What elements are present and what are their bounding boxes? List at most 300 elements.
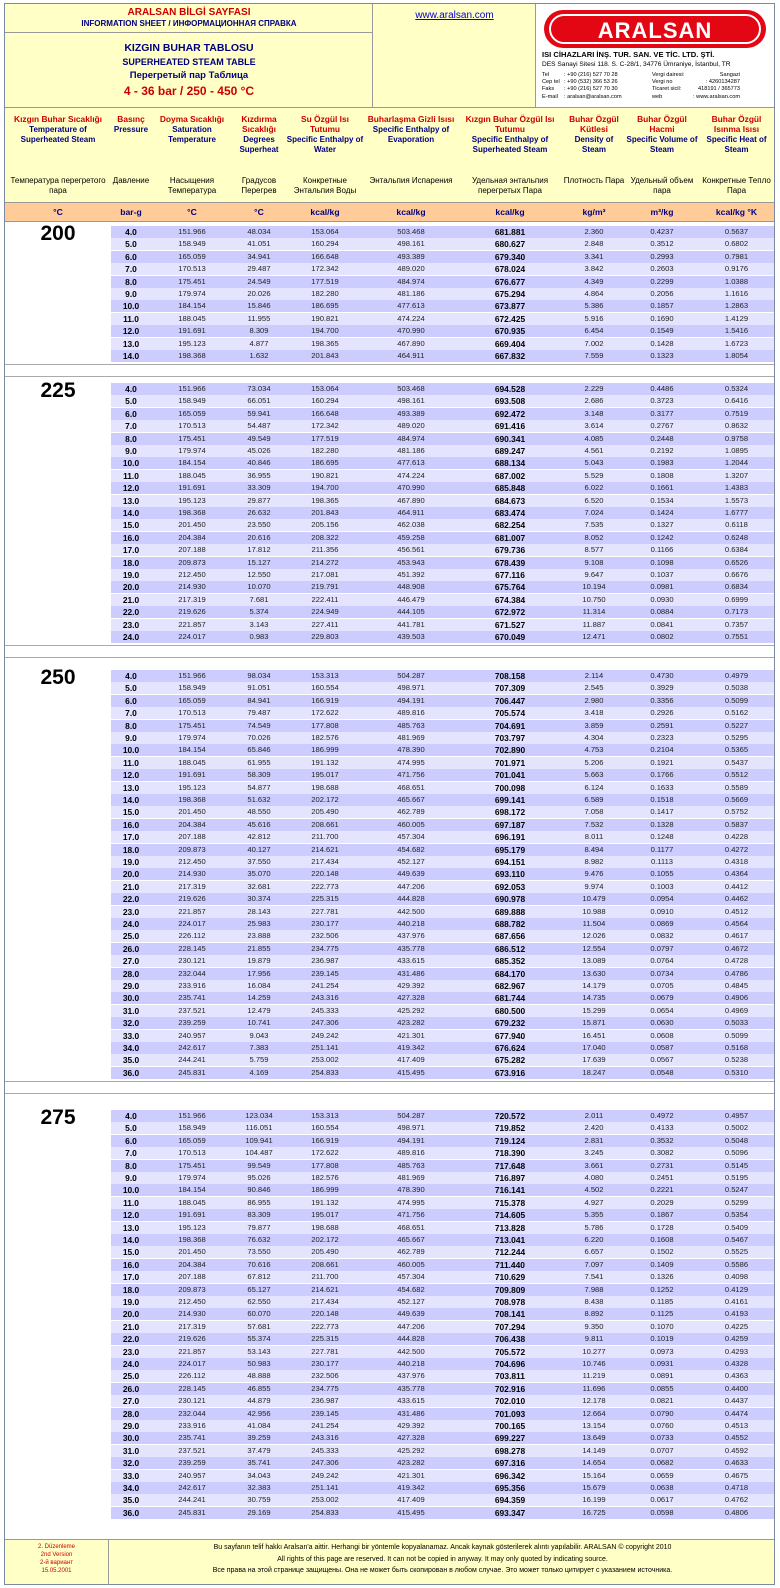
table-cell: 15.299 [582,1005,606,1015]
table-cell: 0.1661 [650,483,674,493]
table-cell: 67.812 [247,1272,271,1282]
table-cell: 2.545 [584,683,604,693]
table-cell: 7.0 [125,708,137,719]
table-cell: 0.2451 [650,1173,674,1182]
table-cell: 245.333 [311,1005,339,1015]
table-cell: 0.4225 [724,1321,749,1331]
table-row [111,1370,774,1382]
table-cell: 14.0 [122,795,140,805]
table-cell: 50.983 [247,1359,271,1368]
table-cell: 462.789 [397,807,425,817]
column-title-ru: Плотность Пара [563,176,625,185]
table-cell: 239.259 [178,1018,206,1028]
revision-ru: 2-й вариант [40,1560,73,1566]
column-title-ru: Давление [112,176,150,185]
table-cell: 228.145 [178,943,206,953]
table-cell: 11.0 [123,470,139,481]
table-cell: 0.4133 [650,1123,674,1133]
table-cell: 5.759 [249,1055,269,1065]
table-row [111,350,774,362]
table-cell: 425.292 [397,1005,425,1015]
table-cell: 481.969 [397,1173,425,1182]
table-cell: 708.141 [494,1309,526,1320]
table-cell: 235.741 [178,1433,206,1443]
table-row [111,482,774,494]
table-cell: 240.957 [178,1470,206,1480]
table-cell: 690.341 [494,433,526,444]
table-cell: 240.957 [178,1030,206,1040]
table-cell: 687.002 [494,470,526,481]
table-cell: 158.949 [178,396,206,406]
table-cell: 7.024 [584,508,604,517]
table-cell: 26.632 [247,508,271,517]
table-cell: 690.978 [494,894,526,905]
column-unit: °C [187,207,197,217]
table-cell: 0.1549 [650,326,674,336]
table-cell: 29.487 [247,264,271,274]
website-link[interactable]: www.aralsan.com [415,10,494,21]
table-cell: 6.220 [584,1235,604,1244]
table-row [111,1005,774,1017]
table-cell: 5.0 [125,1123,137,1134]
table-cell: 232.506 [311,1371,339,1381]
table-cell: 699.141 [494,795,526,805]
column-title-tr: Doyma Sıcaklığı [159,114,225,124]
table-cell: 70.026 [247,733,271,742]
table-cell: 706.447 [494,695,526,706]
table-cell: 237.521 [178,1005,206,1015]
table-cell: 10.750 [582,594,606,604]
table-cell: 7.559 [584,351,604,360]
table-cell: 7.383 [249,1043,269,1052]
table-cell: 204.384 [178,1259,206,1269]
table-cell: 698.172 [494,807,526,818]
table-cell: 0.2056 [650,289,674,298]
table-cell: 718.390 [494,1148,526,1159]
table-cell: 0.0760 [650,1421,674,1430]
table-cell: 0.4272 [724,844,749,854]
table-cell: 0.5365 [724,745,749,755]
table-cell: 172.622 [311,708,339,718]
table-cell: 0.4672 [724,943,749,953]
table-cell: 0.1409 [650,1259,674,1269]
table-cell: 190.821 [311,313,339,323]
table-cell: 74.549 [247,720,271,730]
table-cell: 8.982 [584,857,604,866]
table-cell: 704.691 [494,720,526,731]
contact-value: : aralsan@aralsan.com [564,93,622,100]
table-cell: 230.121 [178,1396,206,1406]
table-cell: 710.629 [494,1272,526,1283]
table-cell: 0.4259 [724,1334,749,1344]
table-cell: 191.691 [178,1210,206,1220]
table-cell: 20.616 [247,532,271,542]
table-row [111,1308,774,1320]
column-title-en: Specific Enthalpy of Superheated Steam [471,135,549,154]
table-cell: 0.0802 [650,632,674,641]
block-separator [5,364,774,377]
table-cell: 0.1248 [650,832,674,842]
table-row [111,300,774,312]
table-cell: 0.2731 [650,1160,674,1170]
table-row [111,338,774,350]
table-cell: 0.2591 [650,720,674,730]
contact-label-2: Vergi dairesi: [652,72,685,78]
column-title-tr: Kızgın Buhar Sıcaklığı [14,114,102,124]
table-cell: 165.059 [178,408,206,418]
column-unit: kcal/kg °K [715,207,758,217]
table-cell: 57.681 [247,1321,271,1331]
table-cell: 123.034 [245,1111,273,1120]
table-cell: 209.873 [178,844,206,854]
table-cell: 442.500 [397,906,425,916]
table-cell: 99.549 [247,1160,271,1170]
table-cell: 1.4383 [724,483,749,493]
table-cell: 224.949 [311,607,339,617]
table-cell: 481.186 [397,446,425,455]
table-cell: 60.070 [247,1309,271,1319]
table-cell: 6.124 [584,782,604,792]
table-cell: 9.0 [125,446,137,456]
table-cell: 243.316 [311,1433,339,1443]
column-title-tr: Buharlaşma Gizli Isısı [367,114,455,124]
table-cell: 221.857 [178,906,206,916]
column-title-en: Specific Heat of Steam [706,135,767,154]
table-cell: 0.0548 [650,1067,674,1077]
table-cell: 229.803 [311,632,339,641]
table-cell: 175.451 [178,1160,206,1170]
table-cell: 31.0 [122,1445,140,1456]
table-cell: 498.971 [397,1123,425,1133]
table-row [111,1296,774,1308]
table-cell: 684.170 [494,968,526,979]
column-title-ru: Конкретные Тепло Пара [702,176,771,195]
table-cell: 421.301 [397,1030,425,1040]
company-address: DES Sanayi Sitesi 118. S. C-28/1, 34776 Ümraniye, İstanbul, TR [542,61,731,68]
table-cell: 9.0 [125,1173,137,1183]
table-cell: 0.4786 [724,968,749,978]
table-cell: 1.0388 [724,276,749,286]
table-cell: 8.438 [584,1297,604,1306]
revision-tr: 2. Düzenleme [37,1544,76,1550]
table-row [111,707,774,719]
table-cell: 205.490 [311,1247,339,1257]
table-row [111,433,774,445]
website-panel [373,4,536,107]
temperature-block [5,1106,774,1519]
table-cell: 14.0 [122,351,140,361]
table-row [111,1408,774,1420]
table-cell: 0.0638 [650,1483,674,1492]
table-cell: 667.832 [494,351,526,361]
table-cell: 493.389 [397,408,425,418]
table-cell: 53.143 [247,1346,271,1356]
table-cell: 0.1055 [650,869,674,879]
table-row [111,1147,774,1159]
table-cell: 12.479 [247,1005,271,1015]
table-row [111,1445,774,1457]
table-cell: 226.112 [178,1371,206,1381]
table-cell: 440.218 [397,919,425,928]
table-cell: 669.404 [494,338,526,349]
column-title-tr: Buhar Özgül Hacmi [637,114,687,134]
table-cell: 0.4972 [650,1111,674,1120]
table-cell: 0.0884 [650,607,674,617]
table-cell: 22.0 [122,894,140,905]
table-cell: 9.0 [125,289,137,299]
table-cell: 670.935 [494,326,526,337]
table-cell: 175.451 [178,433,206,443]
table-cell: 4.877 [249,338,269,348]
table-cell: 0.1534 [650,495,674,505]
table-cell: 708.158 [494,671,526,681]
table-cell: 9.974 [584,881,604,891]
table-cell: 0.4328 [724,1359,749,1368]
table-cell: 13.089 [582,956,606,966]
table-cell: 11.955 [247,313,271,323]
table-cell: 32.681 [247,881,271,891]
table-cell: 233.916 [178,1421,206,1430]
table-cell: 84.941 [247,695,271,705]
table-cell: 681.881 [494,227,526,237]
table-row [111,844,774,856]
table-cell: 0.5589 [724,782,749,792]
table-row [111,594,774,606]
block-temperature: 250 [40,666,76,689]
table-cell: 0.1867 [650,1210,674,1220]
table-cell: 504.287 [397,671,425,680]
notice-tr: Bu sayfanın telif hakkı Aralsan'a aittir. Herhangi bir yöntemle kopyalanamaz. Ancak kaynak gösterilerek alıntı yapılabilir. ARALSAN © copyright 2010 [213,1544,672,1551]
table-row [111,288,774,300]
table-cell: 0.9758 [724,433,749,443]
table-cell: 194.700 [311,326,339,336]
table-cell: 708.978 [494,1297,526,1307]
table-cell: 4.0 [125,671,137,681]
table-cell: 1.8054 [724,351,749,360]
table-cell: 0.1070 [650,1321,674,1331]
column-title-en: Pressure [113,125,149,134]
table-cell: 9.476 [584,869,604,879]
table-cell: 211.700 [311,1272,339,1282]
table-cell: 693.508 [494,396,526,407]
table-cell: 224.017 [178,632,206,641]
table-cell: 48.888 [247,1371,271,1381]
table-row [111,893,774,905]
table-cell: 28.143 [247,906,271,916]
table-cell: 5.529 [584,470,604,480]
table-cell: 685.352 [494,956,526,967]
table-cell: 4.169 [249,1067,269,1077]
table-cell: 415.495 [397,1507,425,1517]
table-cell: 25.0 [122,1371,140,1382]
table-cell: 7.058 [584,807,604,817]
table-cell: 10.0 [122,1185,140,1196]
column-title-en: Density of Steam [574,135,614,154]
table-cell: 34.941 [247,251,271,261]
table-cell: 34.043 [247,1470,271,1480]
table-cell: 83.309 [247,1210,271,1220]
table-cell: 160.294 [311,239,339,249]
table-cell: 1.6777 [724,508,749,517]
column-header [457,114,563,202]
table-cell: 457.304 [397,832,425,842]
table-cell: 0.5099 [724,695,749,705]
table-row [111,806,774,818]
table-cell: 8.052 [584,532,604,542]
table-cell: 11.314 [582,607,606,617]
table-row [111,980,774,992]
table-cell: 204.384 [178,532,206,542]
table-row [111,992,774,1004]
table-cell: 439.503 [397,632,425,641]
logo-text: ARALSAN [597,18,713,43]
table-cell: 0.1766 [650,770,674,780]
table-cell: 9.0 [125,733,137,743]
table-cell: 680.500 [494,1005,526,1016]
contact-line [542,79,740,86]
table-cell: 685.848 [494,483,526,494]
table-cell: 45.026 [247,446,271,455]
table-cell: 16.199 [582,1495,606,1505]
table-cell: 6.0 [125,695,137,706]
table-cell: 0.5195 [724,1173,749,1182]
table-cell: 6.520 [584,495,604,505]
table-cell: 417.409 [397,1055,425,1065]
table-cell: 0.0821 [650,1396,674,1406]
table-cell: 704.696 [494,1359,526,1369]
table-cell: 222.411 [311,594,339,604]
table-cell: 0.0832 [650,931,674,941]
column-unit: °C [53,207,63,217]
table-cell: 484.974 [397,433,425,443]
table-cell: 0.4363 [724,1371,749,1381]
table-row [111,819,774,831]
table-row [111,544,774,556]
table-cell: 4.0 [125,1111,137,1121]
table-cell: 195.123 [178,782,206,792]
table-cell: 204.384 [178,819,206,829]
temperature-block [5,379,774,643]
table-cell: 25.983 [247,919,271,928]
table-cell: 12.0 [122,1210,140,1221]
table-cell: 423.282 [397,1018,425,1028]
table-cell: 0.1113 [650,857,674,866]
table-cell: 12.026 [582,931,606,941]
table-cell: 247.306 [311,1018,339,1028]
table-cell: 153.313 [311,671,339,680]
table-cell: 689.247 [494,446,526,456]
table-cell: 182.280 [311,289,339,298]
table-cell: 712.244 [494,1247,526,1258]
revision-date: 15.05.2001 [41,1568,72,1574]
table-cell: 0.7551 [724,632,749,641]
table-cell: 477.613 [397,458,425,468]
table-cell: 433.615 [397,1396,425,1406]
table-cell: 251.141 [311,1043,339,1052]
table-cell: 0.2192 [650,446,674,455]
table-cell: 36.0 [122,1507,140,1518]
table-cell: 498.161 [397,239,425,249]
table-cell: 12.0 [122,326,140,337]
table-cell: 12.554 [582,943,606,953]
table-row [111,1172,774,1184]
table-cell: 2.831 [584,1135,604,1145]
table-cell: 720.572 [494,1111,526,1121]
table-cell: 151.966 [178,384,206,393]
table-cell: 151.966 [178,227,206,236]
table-cell: 195.123 [178,1222,206,1232]
table-cell: 0.5310 [724,1067,749,1077]
table-cell: 41.084 [247,1421,271,1430]
table-cell: 6.589 [584,795,604,804]
table-cell: 471.756 [397,770,425,780]
table-cell: 1.3207 [724,470,749,480]
table-cell: 706.438 [494,1334,526,1345]
table-row [111,470,774,482]
table-cell: 19.0 [122,1297,140,1307]
column-title-tr: Kızgın Buhar Özgül Isı Tutumu [465,114,555,134]
table-cell: 0.5238 [724,1055,749,1065]
table-cell: 30.759 [247,1495,271,1505]
table-cell: 10.070 [247,582,271,592]
table-cell: 7.532 [584,819,604,829]
table-cell: 0.1327 [650,520,674,530]
table-cell: 79.487 [247,708,271,718]
table-cell: 675.294 [494,289,526,299]
table-cell: 0.0797 [650,943,674,953]
table-cell: 0.4400 [724,1383,749,1393]
table-cell: 18.0 [122,844,140,855]
contact-value: : +90 (216) 527 70 28 [564,72,618,78]
table-cell: 0.5002 [724,1123,749,1133]
table-cell: 0.7357 [724,619,749,629]
table-cell: 0.4552 [724,1433,749,1443]
table-cell: 191.691 [178,483,206,493]
table-cell: 59.941 [247,408,271,418]
table-row [111,1042,774,1054]
table-row [111,1321,774,1333]
table-cell: 217.319 [178,594,206,604]
table-cell: 184.154 [178,301,206,311]
table-cell: 165.059 [178,1135,206,1145]
table-cell: 222.773 [311,1321,339,1331]
table-cell: 228.145 [178,1383,206,1393]
table-cell: 17.0 [122,832,140,843]
table-cell: 5.786 [584,1222,604,1232]
table-cell: 170.513 [178,1148,206,1158]
table-row [111,1246,774,1258]
table-cell: 17.040 [582,1043,606,1052]
table-row [111,906,774,918]
table-cell: 671.527 [494,619,526,630]
table-cell: 207.188 [178,545,206,555]
table-row [111,782,774,794]
table-cell: 208.661 [311,819,339,829]
table-cell: 435.778 [397,943,425,953]
table-cell: 25.0 [122,931,140,942]
block-separator [5,1081,774,1094]
table-cell: 0.2603 [650,264,674,274]
table-cell: 33.0 [122,1030,140,1041]
table-cell: 66.051 [247,396,271,406]
table-cell: 225.315 [311,1334,339,1344]
column-title-ru: Конкретные Энтальпия Воды [293,176,357,195]
table-cell: 0.1728 [650,1222,674,1232]
steam-table-sheet [4,3,775,1585]
table-cell: 54.877 [247,782,271,792]
table-cell: 172.622 [311,1148,339,1158]
table-cell: 489.816 [397,708,425,718]
